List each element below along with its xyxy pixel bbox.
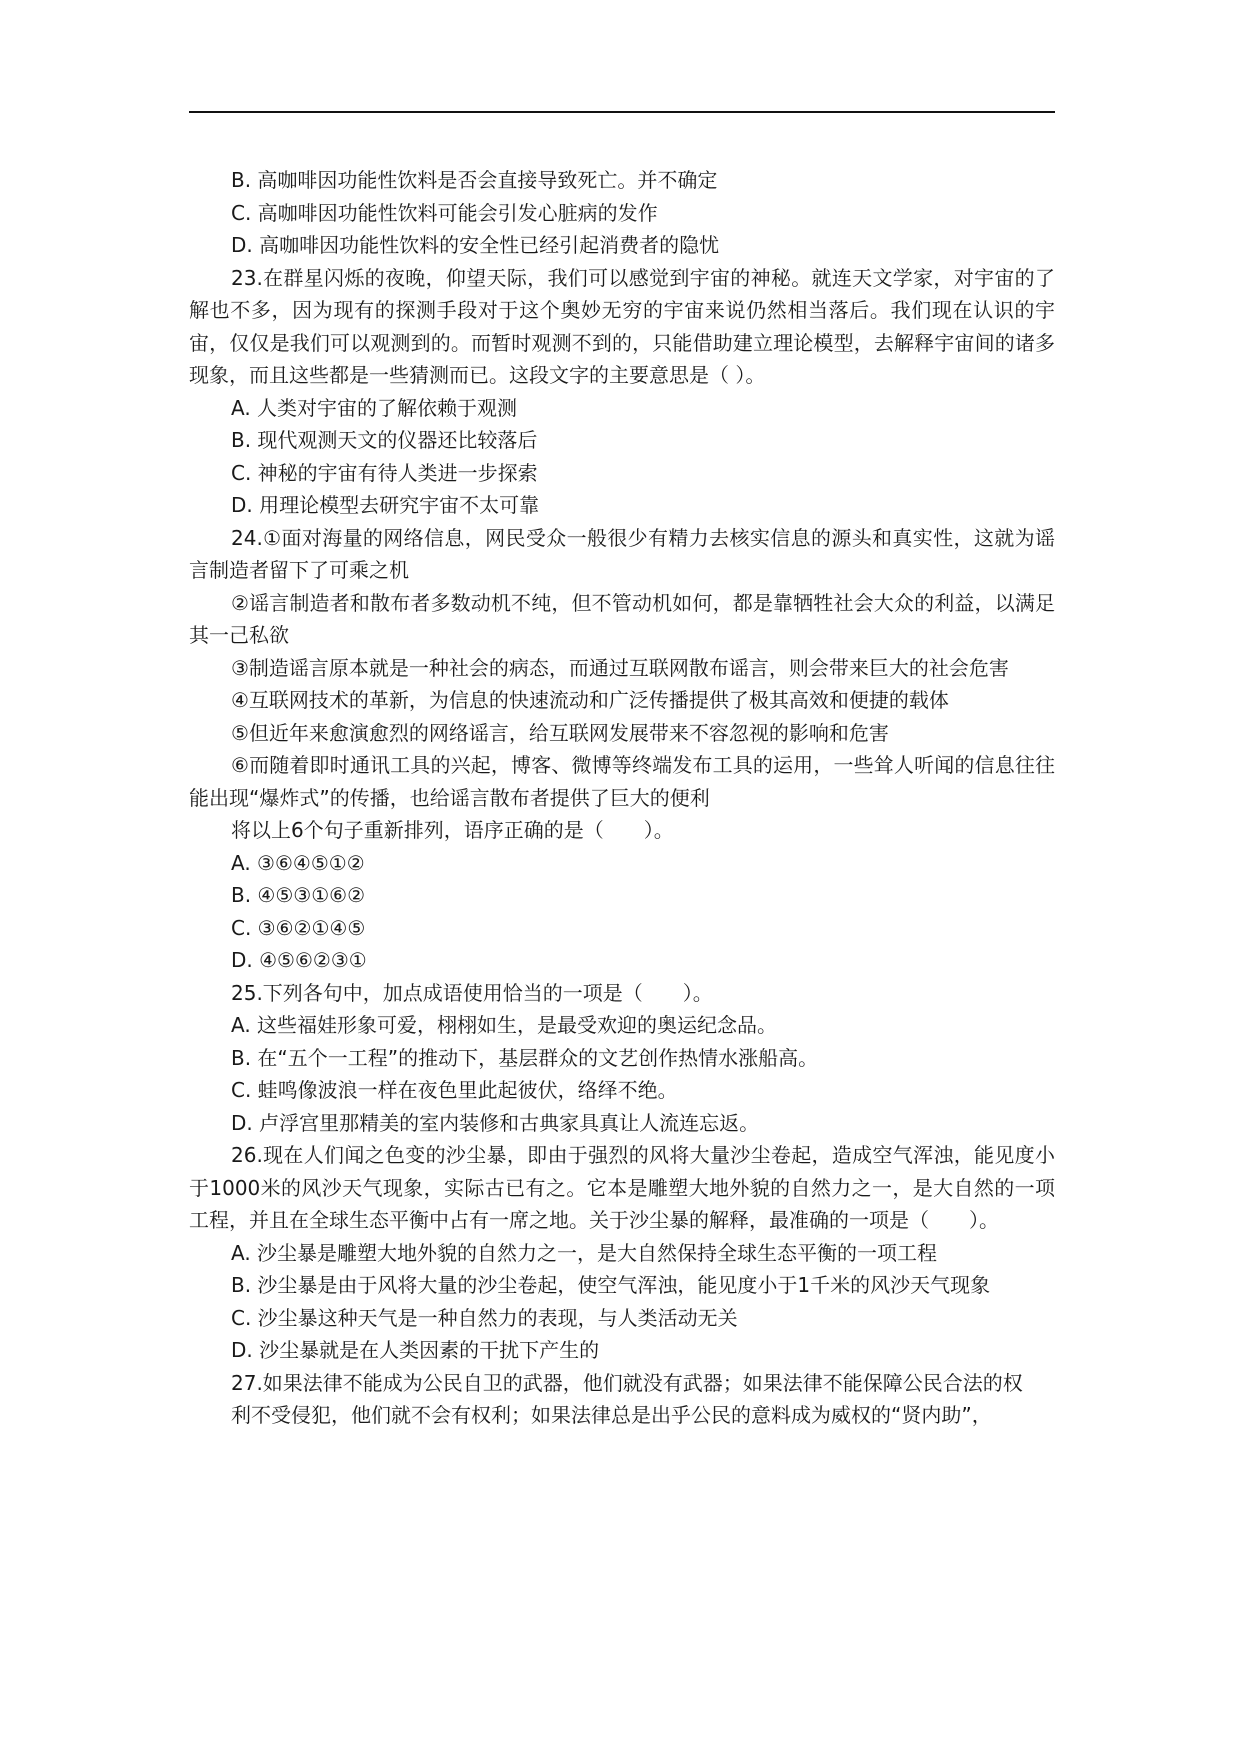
question-27: 27.如果法律不能成为公民自卫的武器，他们就没有武器；如果法律不能保障公民合法的权 (231, 1370, 1023, 1395)
option-line: C. 神秘的宇宙有待人类进一步探索 (231, 460, 538, 485)
option-line: C. ③⑥②①④⑤ (231, 915, 366, 940)
option-line: C. 沙尘暴这种天气是一种自然力的表现，与人类活动无关 (231, 1305, 738, 1330)
option-line: C. 蛙鸣像波浪一样在夜色里此起彼伏，络绎不绝。 (231, 1078, 678, 1102)
option-line: A. 人类对宇宙的了解依赖于观测 (231, 395, 518, 420)
header-rule (189, 111, 1055, 113)
option-line: D. 用理论模型去研究宇宙不太可靠 (231, 493, 540, 517)
option-line: C. 高咖啡因功能性饮料可能会引发心脏病的发作 (231, 200, 658, 225)
option-line: D. 沙尘暴就是在人类因素的干扰下产生的 (231, 1338, 600, 1362)
option-line: B. 沙尘暴是由于风将大量的沙尘卷起，使空气浑浊，能见度小于1千米的风沙天气现象 (231, 1273, 991, 1297)
question-26: 26.现在人们闻之色变的沙尘暴，即由于强烈的风将大量沙尘卷起，造成空气浑浊，能见度小于1000米的风沙天气现象，实际古已有之。它本是雕塑大地外貌的自然力之一，是大自然的一项工程，并且在全球生态平衡中占有一席之地。关于沙尘暴的解释，最准确的一项是（ ）。 (189, 1143, 1055, 1232)
option-line: B. 高咖啡因功能性饮料是否会直接导致死亡。并不确定 (231, 168, 718, 192)
option-line: D. 卢浮宫里那精美的室内装修和古典家具真让人流连忘返。 (231, 1110, 760, 1135)
option-line: A. 沙尘暴是雕塑大地外貌的自然力之一，是大自然保持全球生态平衡的一项工程 (231, 1240, 938, 1265)
sentence-item: ③制造谣言原本就是一种社会的病态，而通过互联网散布谣言，则会带来巨大的社会危害 (231, 655, 1009, 680)
sentence-item: ⑥而随着即时通讯工具的兴起，博客、微博等终端发布工具的运用，一些耸人听闻的信息往往能出现“爆炸式”的传播，也给谣言散布者提供了巨大的便利 (189, 753, 1055, 810)
option-line: A. 这些福娃形象可爱，栩栩如生，是最受欢迎的奥运纪念品。 (231, 1013, 778, 1037)
sentence-item: ④互联网技术的革新，为信息的快速流动和广泛传播提供了极其高效和便捷的载体 (231, 688, 949, 712)
option-line: B. 在“五个一工程”的推动下，基层群众的文艺创作热情水涨船高。 (231, 1045, 819, 1070)
question-23: 23.在群星闪烁的夜晚，仰望天际，我们可以感觉到宇宙的神秘。就连天文学家，对宇宙的了解也不多，因为现有的探测手段对于这个奥妙无穷的宇宙来说仍然相当落后。我们现在认识的宇宙，仅仅是我们可以观测到的。而暂时观测不到的，只能借助建立理论模型，去解释宇宙间的诸多现象，而且这些都是一些猜测而已。这段文字的主要意思是（ ）。 (189, 265, 1055, 387)
document-body (189, 164, 1055, 1432)
option-line: D. ④⑤⑥②③① (231, 948, 367, 972)
paragraph-continuation: 利不受侵犯，他们就不会有权利；如果法律总是出乎公民的意料成为威权的“贤内助”， (231, 1403, 992, 1427)
option-line: D. 高咖啡因功能性饮料的安全性已经引起消费者的隐忧 (231, 233, 720, 257)
option-line: B. ④⑤③①⑥② (231, 883, 366, 907)
option-line: A. ③⑥④⑤①② (231, 850, 365, 875)
question-prompt: 将以上6个句子重新排列，语序正确的是（ ）。 (231, 818, 674, 842)
question-24: 24.①面对海量的网络信息，网民受众一般很少有精力去核实信息的源头和真实性，这就为谣言制造者留下了可乘之机 (189, 525, 1055, 582)
sentence-item: ⑤但近年来愈演愈烈的网络谣言，给互联网发展带来不容忽视的影响和危害 (231, 720, 889, 745)
option-line: B. 现代观测天文的仪器还比较落后 (231, 428, 538, 452)
sentence-item: ②谣言制造者和散布者多数动机不纯，但不管动机如何，都是靠牺牲社会大众的利益，以满足其一己私欲 (189, 590, 1055, 647)
question-25: 25.下列各句中，加点成语使用恰当的一项是（ ）。 (231, 980, 713, 1005)
